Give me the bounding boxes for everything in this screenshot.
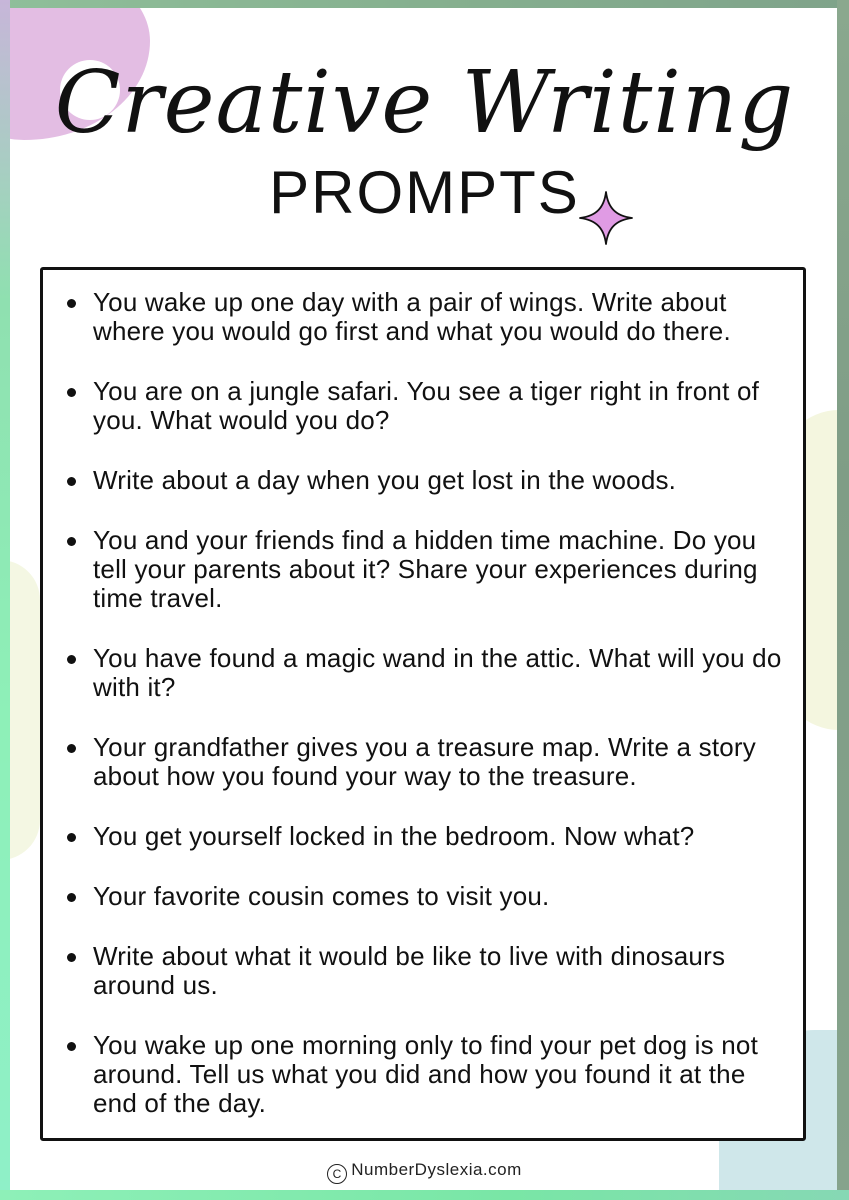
prompt-item xyxy=(63,882,783,911)
prompt-text: Your favorite cousin comes to visit you. xyxy=(93,881,550,911)
frame-bottom-border xyxy=(0,1190,849,1200)
prompt-item xyxy=(63,822,783,851)
page-title: Creative Writing xyxy=(54,53,795,153)
prompt-text: Your grandfather gives you a treasure map. Write a story about how you found your way to the treasure. xyxy=(93,732,756,791)
bullet-icon xyxy=(67,744,76,753)
bullet-icon xyxy=(67,537,76,546)
footer-credit-text: NumberDyslexia.com xyxy=(351,1160,522,1179)
prompt-text: You get yourself locked in the bedroom. Now what? xyxy=(93,821,695,851)
bullet-icon xyxy=(67,655,76,664)
prompt-item xyxy=(63,288,783,346)
prompt-item xyxy=(63,942,783,1000)
prompt-text: You and your friends find a hidden time machine. Do you tell your parents about it? Share your experiences during time travel. xyxy=(93,525,758,613)
prompt-item xyxy=(63,526,783,613)
sparkle-icon xyxy=(578,190,634,246)
frame-top-border xyxy=(0,0,849,8)
prompt-item xyxy=(63,1031,783,1118)
prompt-item xyxy=(63,466,783,495)
bullet-icon xyxy=(67,1042,76,1051)
page-subtitle: PROMPTS xyxy=(269,159,580,226)
prompt-text: You have found a magic wand in the attic. What will you do with it? xyxy=(93,643,782,702)
prompt-text: Write about what it would be like to live with dinosaurs around us. xyxy=(93,941,726,1000)
prompt-item xyxy=(63,644,783,702)
bullet-icon xyxy=(67,299,76,308)
prompt-list xyxy=(43,270,803,1118)
bullet-icon xyxy=(67,477,76,486)
bullet-icon xyxy=(67,833,76,842)
bullet-icon xyxy=(67,388,76,397)
footer-credit xyxy=(0,1160,849,1184)
bullet-icon xyxy=(67,893,76,902)
prompts-card xyxy=(40,267,806,1141)
prompt-item xyxy=(63,733,783,791)
prompt-item xyxy=(63,377,783,435)
bullet-icon xyxy=(67,953,76,962)
prompt-text: You wake up one morning only to find your pet dog is not around. Tell us what you did and how you found it at the end of the day. xyxy=(93,1030,759,1118)
prompt-text: You wake up one day with a pair of wings. Write about where you would go first and what you would do there. xyxy=(93,287,731,346)
prompt-text: You are on a jungle safari. You see a tiger right in front of you. What would you do? xyxy=(93,376,760,435)
prompt-text: Write about a day when you get lost in the woods. xyxy=(93,465,677,495)
copyright-icon: C xyxy=(327,1164,347,1184)
